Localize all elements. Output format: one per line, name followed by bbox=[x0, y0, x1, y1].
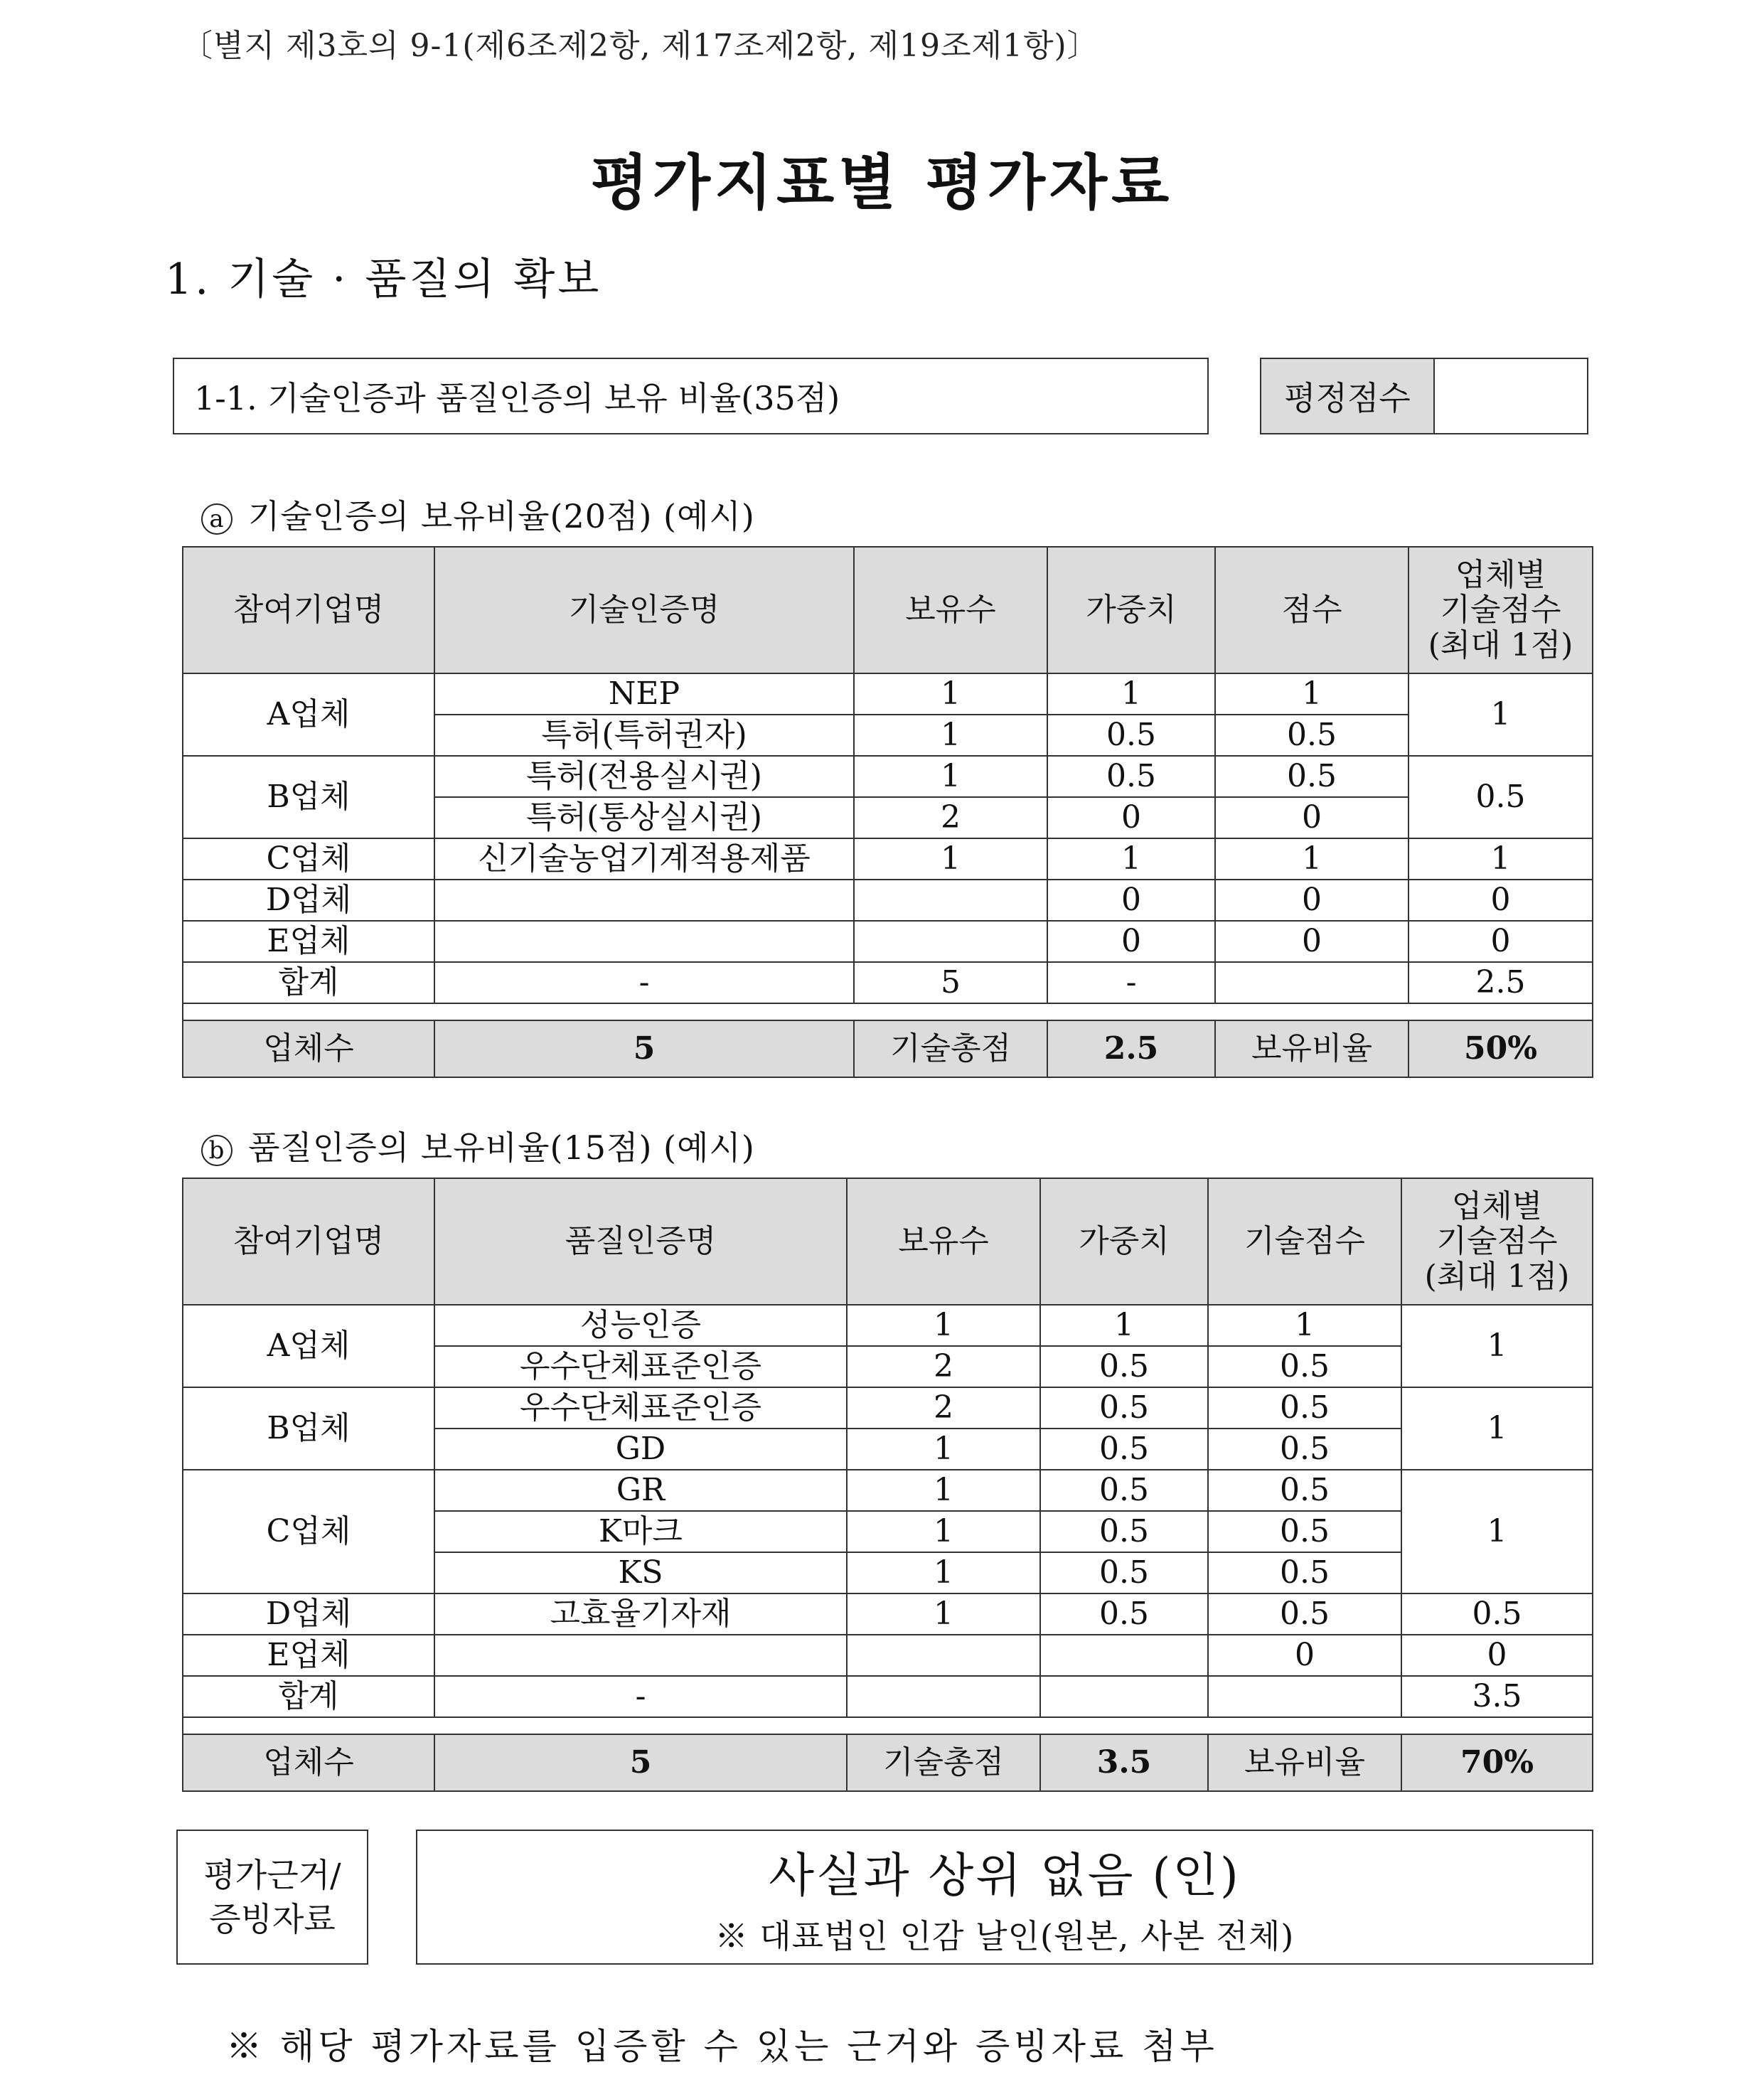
count-cell: 2 bbox=[847, 1346, 1040, 1387]
cert-name-cell: 성능인증 bbox=[434, 1305, 847, 1346]
company-name-cell: B업체 bbox=[183, 1387, 434, 1470]
company-count-label: 업체수 bbox=[183, 1734, 434, 1791]
sum-cert-cell: - bbox=[434, 962, 854, 1003]
holding-ratio-value: 50% bbox=[1408, 1020, 1593, 1077]
company-total-cell: 0.5 bbox=[1401, 1593, 1593, 1635]
weight-cell: 0.5 bbox=[1047, 756, 1215, 797]
total-score-value: 2.5 bbox=[1047, 1020, 1215, 1077]
score-cell: 0 bbox=[1215, 921, 1408, 962]
count-cell: 2 bbox=[847, 1387, 1040, 1429]
cert-name-cell: GR bbox=[434, 1470, 847, 1511]
sum-label-cell: 합계 bbox=[183, 962, 434, 1003]
score-box bbox=[1260, 358, 1588, 434]
sum-count-cell bbox=[847, 1676, 1040, 1717]
weight-cell bbox=[1040, 1635, 1208, 1676]
count-cell: 1 bbox=[854, 756, 1047, 797]
cert-name-cell: KS bbox=[434, 1552, 847, 1593]
score-cell: 1 bbox=[1215, 838, 1408, 880]
sum-weight-cell bbox=[1040, 1676, 1208, 1717]
sum-total-cell: 3.5 bbox=[1401, 1676, 1593, 1717]
header-row bbox=[183, 547, 1593, 673]
table-a-title: a 기술인증의 보유비율(20점) (예시) bbox=[201, 491, 755, 538]
holding-ratio-label: 보유비율 bbox=[1208, 1734, 1401, 1791]
weight-cell: 0.5 bbox=[1047, 715, 1215, 756]
company-total-cell: 0 bbox=[1401, 1635, 1593, 1676]
table-row bbox=[183, 1470, 1593, 1511]
weight-cell: 0 bbox=[1047, 880, 1215, 921]
company-total-cell: 0 bbox=[1408, 921, 1593, 962]
column-header: 보유수 bbox=[854, 547, 1047, 673]
column-header: 참여기업명 bbox=[183, 547, 434, 673]
score-value-field[interactable] bbox=[1435, 359, 1587, 433]
score-cell: 0.5 bbox=[1208, 1552, 1401, 1593]
spacer-row bbox=[183, 1003, 1593, 1020]
score-cell: 0 bbox=[1208, 1635, 1401, 1676]
score-cell: 0.5 bbox=[1208, 1511, 1401, 1552]
column-header: 품질인증명 bbox=[434, 1178, 847, 1305]
basis-note: ※ 대표법인 인감 날인(원본, 사본 전체) bbox=[715, 1916, 1295, 1955]
table-row bbox=[183, 1593, 1593, 1635]
count-cell bbox=[847, 1635, 1040, 1676]
sum-score-cell bbox=[1208, 1676, 1401, 1717]
holding-ratio-label: 보유비율 bbox=[1215, 1020, 1408, 1077]
company-total-cell: 1 bbox=[1408, 838, 1593, 880]
summary-row bbox=[183, 1020, 1593, 1077]
weight-cell: 0.5 bbox=[1040, 1511, 1208, 1552]
table-row bbox=[183, 1387, 1593, 1429]
score-cell: 0 bbox=[1215, 880, 1408, 921]
company-total-cell: 1 bbox=[1401, 1387, 1593, 1470]
count-cell bbox=[854, 880, 1047, 921]
total-score-label: 기술총점 bbox=[847, 1734, 1040, 1791]
weight-cell: 1 bbox=[1040, 1305, 1208, 1346]
sum-count-cell: 5 bbox=[854, 962, 1047, 1003]
count-cell: 1 bbox=[847, 1470, 1040, 1511]
company-total-cell: 1 bbox=[1401, 1470, 1593, 1593]
company-count-value: 5 bbox=[434, 1734, 847, 1791]
cert-name-cell: 고효율기자재 bbox=[434, 1593, 847, 1635]
company-count-label: 업체수 bbox=[183, 1020, 434, 1077]
score-label: 평정점수 bbox=[1261, 359, 1435, 433]
basis-box bbox=[416, 1830, 1593, 1965]
column-header: 가중치 bbox=[1040, 1178, 1208, 1305]
column-header: 참여기업명 bbox=[183, 1178, 434, 1305]
company-total-cell: 0 bbox=[1408, 880, 1593, 921]
table-row bbox=[183, 880, 1593, 921]
table-row bbox=[183, 921, 1593, 962]
holding-ratio-value: 70% bbox=[1401, 1734, 1593, 1791]
column-header: 업체별 기술점수 (최대 1점) bbox=[1408, 547, 1593, 673]
column-header: 점수 bbox=[1215, 547, 1408, 673]
score-cell: 0.5 bbox=[1208, 1470, 1401, 1511]
company-name-cell: D업체 bbox=[183, 880, 434, 921]
weight-cell: 1 bbox=[1047, 673, 1215, 715]
weight-cell: 0.5 bbox=[1040, 1552, 1208, 1593]
basis-label bbox=[176, 1830, 368, 1965]
sum-score-cell bbox=[1215, 962, 1408, 1003]
cert-name-cell: K마크 bbox=[434, 1511, 847, 1552]
score-cell: 0.5 bbox=[1215, 756, 1408, 797]
company-name-cell: C업체 bbox=[183, 838, 434, 880]
company-total-cell: 0.5 bbox=[1408, 756, 1593, 838]
summary-row bbox=[183, 1734, 1593, 1791]
column-header: 기술점수 bbox=[1208, 1178, 1401, 1305]
sum-row bbox=[183, 1676, 1593, 1717]
weight-cell: 1 bbox=[1047, 838, 1215, 880]
basis-statement: 사실과 상위 없음 (인) bbox=[769, 1847, 1241, 1903]
table-row bbox=[183, 1635, 1593, 1676]
cert-name-cell: 특허(특허권자) bbox=[434, 715, 854, 756]
company-total-cell: 1 bbox=[1408, 673, 1593, 756]
column-header: 보유수 bbox=[847, 1178, 1040, 1305]
table-b-title: b 품질인증의 보유비율(15점) (예시) bbox=[201, 1122, 755, 1169]
spacer-row bbox=[183, 1717, 1593, 1734]
weight-cell: 0.5 bbox=[1040, 1593, 1208, 1635]
quality-cert-table bbox=[182, 1178, 1593, 1792]
cert-name-cell: NEP bbox=[434, 673, 854, 715]
table-row bbox=[183, 756, 1593, 797]
company-count-value: 5 bbox=[434, 1020, 854, 1077]
cert-name-cell: 신기술농업기계적용제품 bbox=[434, 838, 854, 880]
table-row bbox=[183, 838, 1593, 880]
weight-cell: 0.5 bbox=[1040, 1429, 1208, 1470]
section-title: 1. 기술 · 품질의 확보 bbox=[165, 255, 602, 304]
count-cell: 1 bbox=[847, 1593, 1040, 1635]
spacer-cell bbox=[183, 1003, 1593, 1020]
score-cell: 0.5 bbox=[1215, 715, 1408, 756]
cert-name-cell bbox=[434, 880, 854, 921]
count-cell: 1 bbox=[854, 838, 1047, 880]
circle-b-mark: b bbox=[201, 1135, 232, 1166]
total-score-value: 3.5 bbox=[1040, 1734, 1208, 1791]
count-cell: 1 bbox=[847, 1305, 1040, 1346]
company-name-cell: C업체 bbox=[183, 1470, 434, 1593]
cert-name-cell: 특허(통상실시권) bbox=[434, 797, 854, 838]
cert-name-cell bbox=[434, 1635, 847, 1676]
count-cell: 1 bbox=[847, 1511, 1040, 1552]
column-header: 기술인증명 bbox=[434, 547, 854, 673]
footer-note: ※ 해당 평가자료를 입증할 수 있는 근거와 증빙자료 첨부 bbox=[226, 2026, 1218, 2067]
sum-total-cell: 2.5 bbox=[1408, 962, 1593, 1003]
score-cell: 0.5 bbox=[1208, 1429, 1401, 1470]
circle-a-mark: a bbox=[201, 503, 232, 535]
sum-label-cell: 합계 bbox=[183, 1676, 434, 1717]
count-cell: 1 bbox=[847, 1429, 1040, 1470]
criterion-label: 1-1. 기술인증과 품질인증의 보유 비율(35점) bbox=[194, 379, 840, 417]
cert-name-cell: 우수단체표준인증 bbox=[434, 1346, 847, 1387]
spacer-cell bbox=[183, 1717, 1593, 1734]
score-cell: 0.5 bbox=[1208, 1593, 1401, 1635]
score-cell: 0 bbox=[1215, 797, 1408, 838]
sum-weight-cell: - bbox=[1047, 962, 1215, 1003]
column-header: 업체별 기술점수 (최대 1점) bbox=[1401, 1178, 1593, 1305]
score-cell: 1 bbox=[1215, 673, 1408, 715]
sum-row bbox=[183, 962, 1593, 1003]
weight-cell: 0.5 bbox=[1040, 1346, 1208, 1387]
score-cell: 0.5 bbox=[1208, 1346, 1401, 1387]
cert-name-cell bbox=[434, 921, 854, 962]
weight-cell: 0.5 bbox=[1040, 1470, 1208, 1511]
weight-cell: 0 bbox=[1047, 921, 1215, 962]
count-cell bbox=[854, 921, 1047, 962]
table-row bbox=[183, 1305, 1593, 1346]
cert-name-cell: 특허(전용실시권) bbox=[434, 756, 854, 797]
tech-cert-table bbox=[182, 546, 1593, 1078]
cert-name-cell: GD bbox=[434, 1429, 847, 1470]
company-name-cell: A업체 bbox=[183, 1305, 434, 1387]
score-cell: 1 bbox=[1208, 1305, 1401, 1346]
company-name-cell: E업체 bbox=[183, 1635, 434, 1676]
score-cell: 0.5 bbox=[1208, 1387, 1401, 1429]
form-reference: 〔별지 제3호의 9-1(제6조제2항, 제17조제2항, 제19조제1항)〕 bbox=[181, 28, 1099, 64]
weight-cell: 0.5 bbox=[1040, 1387, 1208, 1429]
company-name-cell: B업체 bbox=[183, 756, 434, 838]
total-score-label: 기술총점 bbox=[854, 1020, 1047, 1077]
column-header: 가중치 bbox=[1047, 547, 1215, 673]
header-row bbox=[183, 1178, 1593, 1305]
table-row bbox=[183, 673, 1593, 715]
cert-name-cell: 우수단체표준인증 bbox=[434, 1387, 847, 1429]
weight-cell: 0 bbox=[1047, 797, 1215, 838]
company-name-cell: D업체 bbox=[183, 1593, 434, 1635]
count-cell: 2 bbox=[854, 797, 1047, 838]
document-title: 평가지표별 평가자료 bbox=[590, 147, 1174, 218]
company-name-cell: E업체 bbox=[183, 921, 434, 962]
count-cell: 1 bbox=[854, 715, 1047, 756]
criterion-box bbox=[173, 358, 1209, 434]
basis-label-text: 평가근거/ 증빙자료 bbox=[203, 1855, 341, 1938]
company-name-cell: A업체 bbox=[183, 673, 434, 756]
count-cell: 1 bbox=[847, 1552, 1040, 1593]
company-total-cell: 1 bbox=[1401, 1305, 1593, 1387]
count-cell: 1 bbox=[854, 673, 1047, 715]
sum-cert-cell: - bbox=[434, 1676, 847, 1717]
